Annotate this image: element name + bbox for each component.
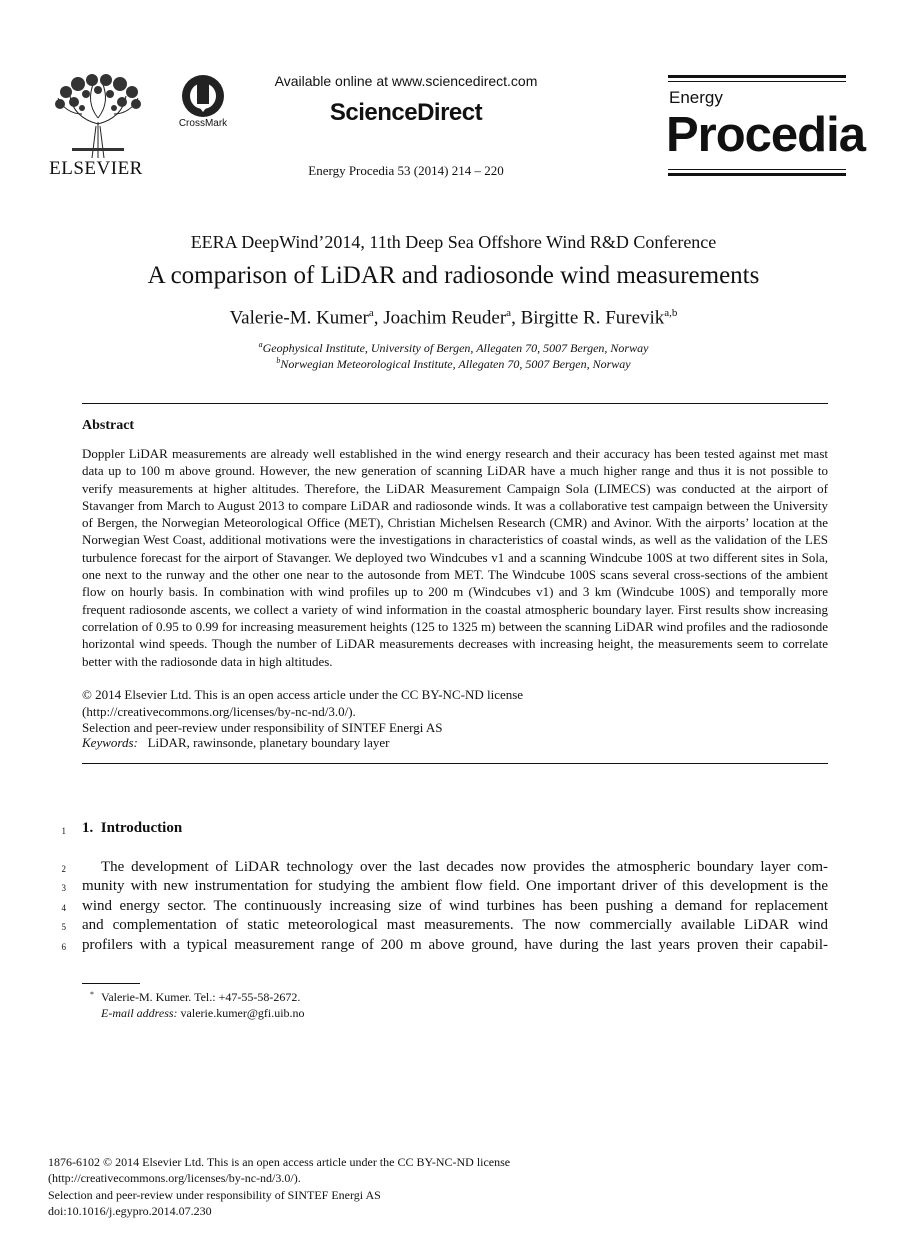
footer-license-link[interactable]: (http://creativecommons.org/licenses/by-nc-nd/3.0/). bbox=[48, 1171, 301, 1185]
author-affiliation-marker: a bbox=[368, 307, 374, 319]
paper-title: A comparison of LiDAR and radiosonde wind measurements bbox=[147, 262, 760, 289]
email-address[interactable]: valerie.kumer@gfi.uib.no bbox=[180, 1006, 305, 1020]
line-number: 6 bbox=[61, 942, 66, 952]
affiliation-a bbox=[0, 340, 907, 356]
abstract-body: Doppler LiDAR measurements are already well established in the wind energy research and their accuracy has been tested against met mast data up to 100 m above ground. However, the new generation of scanning LiDAR have a much higher range and thus it is not possible to verify measurements at higher altitudes. Therefore, the LiDAR Measurement Campaign Sola (LIMECS) was conducted at the airport of Stavanger from March to August 2013 to compare LiDAR and radiosonde winds. It was a collaborative test campaign between the University of Bergen, the Norwegian Meteorological Office (MET), Christian Michelsen Research (CMR) and Avinor. With the airports’ location at the Norwegian West Coast, additional motivations were the investigations in characteristics of coastal winds, as well as the validation of the LES turbulence forecast for the airport of Stavanger. We deployed two Windcubes v1 and a scanning Windcube 100S at two different sites in Sola, one next to the runway and the other one near to the autosonde from MET. The Windcube 100S scans several cross-sections of the ambient flow on hourly basis. In combination with wind profiles up to 200 m (Windcubes v1) and 3 km (Windcube 100S) and temporally more frequent radiosonde ascents, we collect a variety of wind information in the coastal atmospheric boundary layer. First results show increasing correlation of 0.95 to 0.99 for increasing measurement heights (125 to 1325 m) between the scanning LiDAR wind profiles and the radiosonde horizontal wind speeds. Though the number of LiDAR measurements decreases with increasing height, the measurements seem to correlate better with the radiosonde data in high altitudes. bbox=[82, 446, 828, 669]
elsevier-wordmark: ELSEVIER bbox=[49, 158, 143, 179]
affiliation-marker: a bbox=[258, 340, 263, 349]
crossmark-label: CrossMark bbox=[178, 118, 228, 129]
footer-doi[interactable]: doi:10.1016/j.egypro.2014.07.230 bbox=[48, 1204, 212, 1218]
journal-logo-rule bbox=[668, 169, 846, 170]
affiliation-text: Geophysical Institute, University of Bergen, Allegaten 70, 5007 Bergen, Norway bbox=[262, 341, 649, 355]
section-title: Introduction bbox=[100, 820, 183, 836]
body-text-line: The development of LiDAR technology over the last decades now provides the atmospheric boundary layer com- bbox=[101, 859, 828, 875]
affiliation-text: Norwegian Meteorological Institute, Allegaten 70, 5007 Bergen, Norway bbox=[280, 357, 631, 371]
affiliation-b bbox=[0, 356, 907, 372]
email-label: E-mail address: bbox=[101, 1006, 178, 1020]
journal-logo-rule bbox=[668, 173, 846, 176]
footer-issn-copyright: 1876-6102 © 2014 Elsevier Ltd. This is an open access article under the CC BY-NC-ND license bbox=[48, 1155, 511, 1169]
body-text-line: and complementation of static meteorological mast measurements. The now commercially available LiDAR wind bbox=[82, 917, 828, 933]
line-number: 2 bbox=[61, 864, 66, 874]
journal-logo-procedia: Procedia bbox=[666, 108, 865, 162]
footer-peer-review: Selection and peer-review under responsibility of SINTEF Energi AS bbox=[48, 1188, 381, 1202]
author-separator: , bbox=[373, 307, 384, 329]
journal-logo-energy: Energy bbox=[669, 88, 723, 107]
footnote-marker: * bbox=[90, 990, 94, 999]
journal-logo-rule bbox=[668, 75, 846, 78]
footnote-contact: Valerie-M. Kumer. Tel.: +47-55-58-2672. bbox=[101, 990, 301, 1004]
conference-name: EERA DeepWind’2014, 11th Deep Sea Offshore Wind R&D Conference bbox=[190, 232, 717, 252]
abstract-bottom-rule bbox=[82, 763, 828, 764]
author-list bbox=[0, 307, 907, 329]
line-number: 1 bbox=[61, 826, 66, 836]
author-affiliation-marker: a,b bbox=[664, 307, 678, 319]
footnote-email-line bbox=[101, 1006, 305, 1021]
available-online-text: Available online at www.sciencedirect.com bbox=[274, 73, 538, 89]
keywords-line bbox=[82, 734, 389, 751]
sciencedirect-wordmark: ScienceDirect bbox=[329, 99, 483, 126]
section-heading-introduction bbox=[82, 820, 182, 837]
affiliation-marker: b bbox=[276, 356, 281, 365]
body-text-line: profilers with a typical measurement range of 200 m above ground, have during the last years proven their capabil- bbox=[82, 937, 828, 953]
journal-reference: Energy Procedia 53 (2014) 214 – 220 bbox=[308, 163, 504, 178]
author-separator: , bbox=[511, 307, 521, 329]
section-number: 1. bbox=[82, 820, 94, 836]
keywords-label: Keywords: bbox=[82, 735, 138, 750]
author-name: Valerie-M. Kumer bbox=[229, 307, 369, 329]
body-text-line: munity with new instrumentation for studying the ambient flow field. One important driver of this development is the bbox=[82, 878, 828, 894]
line-number: 5 bbox=[61, 922, 66, 932]
body-text-line: wind energy sector. The continuously increasing size of wind turbines has been pushing a demand for replacement bbox=[82, 898, 828, 914]
abstract-copyright: © 2014 Elsevier Ltd. This is an open access article under the CC BY-NC-ND license bbox=[82, 687, 524, 702]
author-affiliation-marker: a bbox=[506, 307, 512, 319]
line-number: 4 bbox=[61, 903, 66, 913]
author-name: Joachim Reuder bbox=[383, 307, 507, 329]
peer-review-statement: Selection and peer-review under responsibility of SINTEF Energi AS bbox=[82, 720, 443, 735]
abstract-heading: Abstract bbox=[82, 418, 135, 433]
keywords-value: LiDAR, rawinsonde, planetary boundary layer bbox=[147, 735, 390, 750]
abstract-top-rule bbox=[82, 403, 828, 404]
journal-logo-rule bbox=[668, 81, 846, 82]
author-name: Birgitte R. Furevik bbox=[520, 307, 665, 329]
license-link[interactable]: (http://creativecommons.org/licenses/by-nc-nd/3.0/). bbox=[82, 704, 356, 719]
line-number: 3 bbox=[61, 883, 66, 893]
footnote-rule bbox=[82, 983, 140, 984]
